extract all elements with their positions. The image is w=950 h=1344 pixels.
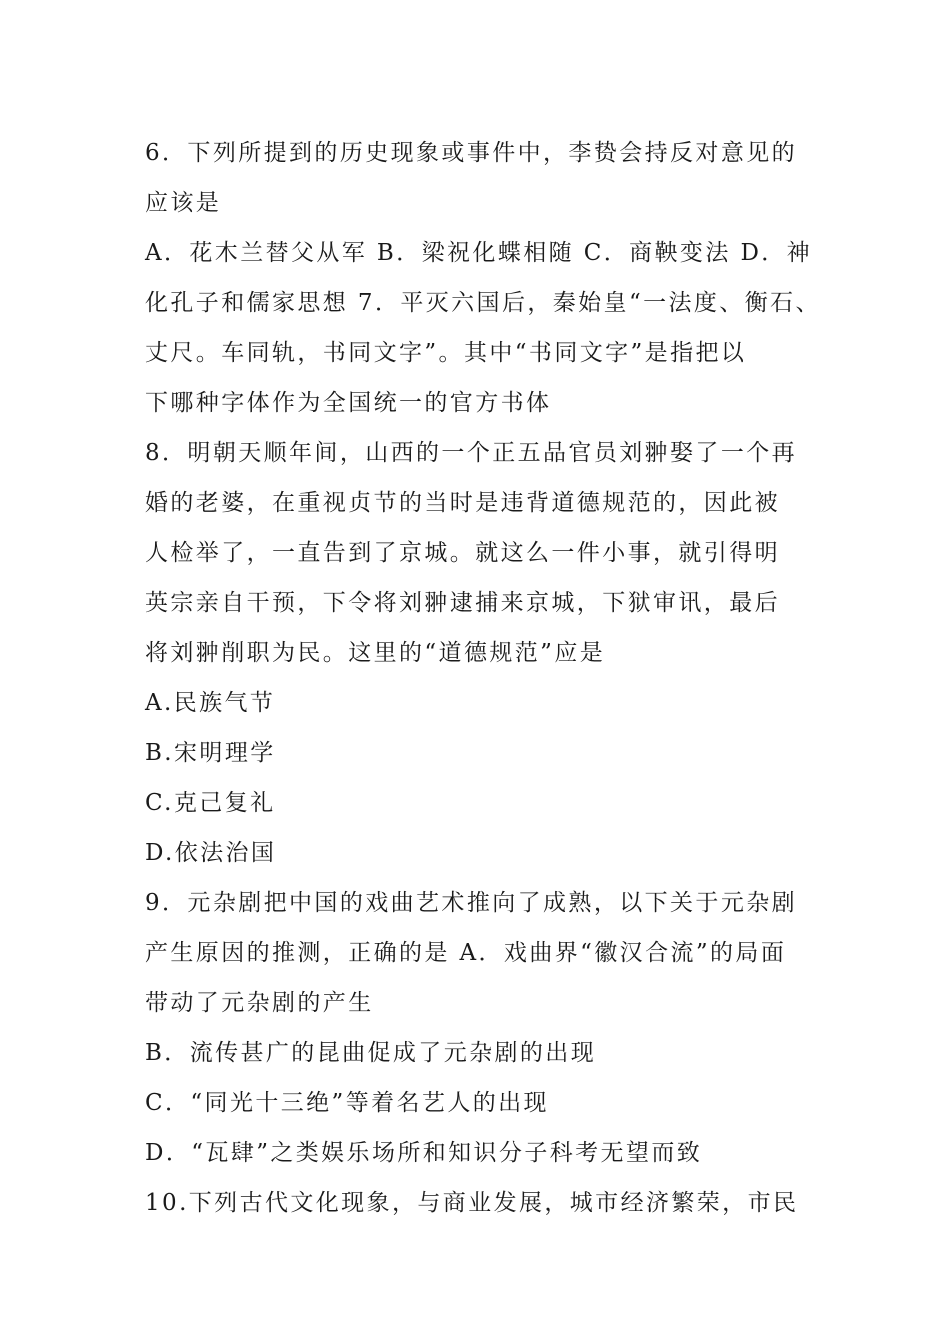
text-line: 6．下列所提到的历史现象或事件中，李贽会持反对意见的 [145, 140, 798, 166]
text-line: 带动了元杂剧的产生 [145, 990, 374, 1016]
option-line: D．“瓦肆”之类娱乐场所和知识分子科考无望而致 [145, 1140, 703, 1166]
text-line: 9．元杂剧把中国的戏曲艺术推向了成熟，以下关于元杂剧 [145, 890, 798, 916]
text-line: 丈尺。车同轨，书同文字”。其中“书同文字”是指把以 [145, 340, 747, 366]
text-line: 婚的老婆，在重视贞节的当时是违背道德规范的，因此被 [145, 490, 780, 516]
option-line: B.宋明理学 [145, 740, 276, 766]
option-line: C.克己复礼 [145, 790, 276, 816]
text-line: 人检举了，一直告到了京城。就这么一件小事，就引得明 [145, 540, 780, 566]
option-line: A.民族气节 [145, 690, 276, 716]
option-line: B．流传甚广的昆曲促成了元杂剧的出现 [145, 1040, 597, 1066]
text-line: 产生原因的推测，正确的是 A．戏曲界“徽汉合流”的局面 [145, 940, 787, 966]
text-line: 化孔子和儒家思想 7．平灭六国后，秦始皇“一法度、衡石、 [145, 290, 821, 316]
text-line: 英宗亲自干预，下令将刘翀逮捕来京城，下狱审讯，最后 [145, 590, 780, 616]
text-line: 应该是 [145, 190, 222, 216]
option-line: D.依法治国 [145, 840, 277, 866]
text-line: 8．明朝天顺年间，山西的一个正五品官员刘翀娶了一个再 [145, 440, 798, 466]
text-line: A．花木兰替父从军 B．梁祝化蝶相随 C．商鞅变法 D．神 [145, 240, 813, 266]
text-line: 下哪种字体作为全国统一的官方书体 [145, 390, 552, 416]
text-line: 10.下列古代文化现象，与商业发展，城市经济繁荣，市民 [145, 1190, 799, 1216]
text-line: 将刘翀削职为民。这里的“道德规范”应是 [145, 640, 606, 666]
option-line: C．“同光十三绝”等着名艺人的出现 [145, 1090, 549, 1116]
question-text-block [145, 128, 835, 1228]
